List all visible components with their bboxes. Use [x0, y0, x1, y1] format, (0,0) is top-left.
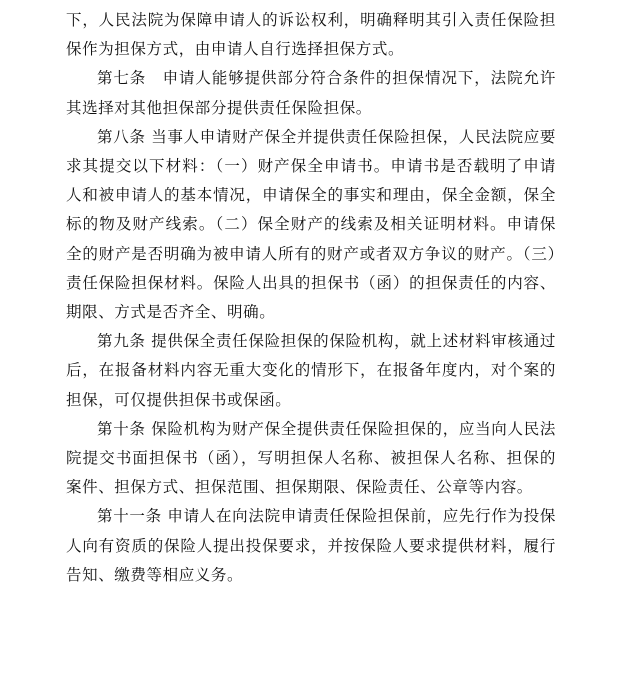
paragraph-article-10: 第十条 保险机构为财产保全提供责任保险担保的，应当向人民法院提交书面担保书（函），写明担保人名称、被担保人名称、担保的案件、担保方式、担保范围、担保期限、保险责任、公章等内容。	[66, 419, 556, 497]
paragraph-article-9: 第九条 提供保全责任保险担保的保险机构，就上述材料审核通过后，在报备材料内容无重大变化的情形下，在报备年度内，对个案的担保，可仅提供担保书或保函。	[66, 332, 556, 409]
paragraph-article-11: 第十一条 申请人在向法院申请责任保险担保前，应先行作为投保人向有资质的保险人提出投保要求，并按保险人要求提供材料，履行告知、缴费等相应义务。	[66, 507, 556, 584]
paragraph-article-7: 第七条 申请人能够提供部分符合条件的担保情况下，法院允许其选择对其他担保部分提供责任保险担保。	[66, 69, 556, 117]
paragraph-continuation: 下，人民法院为保障申请人的诉讼权利，明确释明其引入责任保险担保作为担保方式，由申请人自行选择担保方式。	[66, 11, 556, 59]
document-body	[66, 6, 556, 590]
paragraph-article-8: 第八条 当事人申请财产保全并提供责任保险担保，人民法院应要求其提交以下材料：（一）财产保全申请书。申请书是否载明了申请人和被申请人的基本情况，申请保全的事实和理由，保全金额，保全标的物及财产线索。（二）保全财产的线索及相关证明材料。申请保全的财产是否明确为被申请人所有的财产或者双方争议的财产。（三）责任保险担保材料。保险人出具的担保书（函）的担保责任的内容、期限、方式是否齐全、明确。	[66, 127, 556, 322]
